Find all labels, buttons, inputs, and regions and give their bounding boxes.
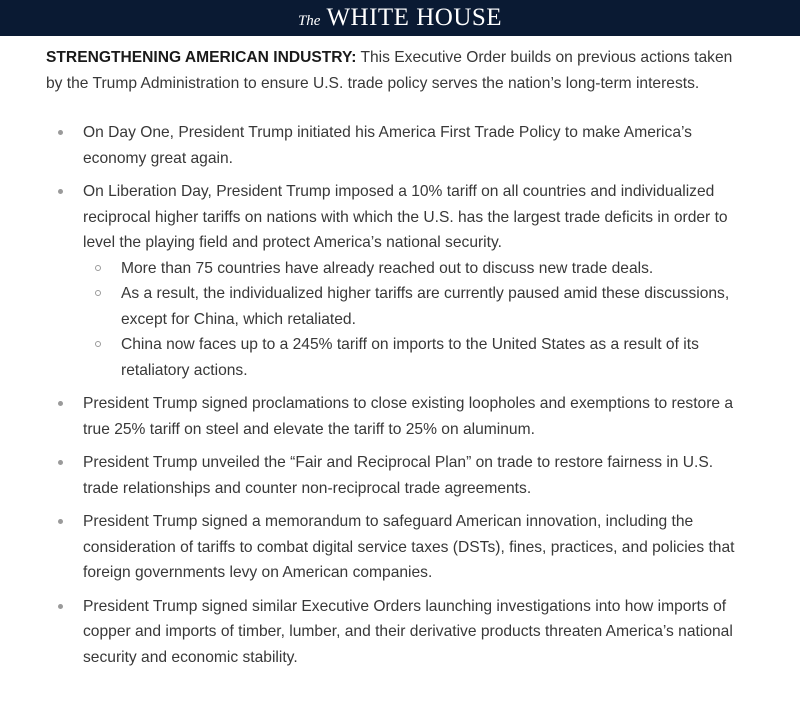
logo-name: WHITE HOUSE — [326, 4, 503, 31]
logo-the: The — [297, 13, 321, 29]
intro-paragraph — [46, 45, 750, 96]
sub-bullet-item — [83, 256, 750, 282]
bullet-text: President Trump signed proclamations to close existing loopholes and exemptions to restore a true 25% tariff on steel and elevate the tariff to 25% on aluminum. — [83, 395, 734, 438]
intro-text: This Executive Order builds on previous actions taken by the Trump Administration to ensure U.S. trade policy serves the nation’s long-term interests. — [46, 49, 733, 92]
sub-bullet-item — [83, 281, 750, 332]
sub-bullet-text: More than 75 countries have already reached out to discuss new trade deals. — [121, 259, 654, 277]
sub-bullet-item — [83, 332, 750, 383]
bullet-item — [46, 509, 750, 586]
bullet-list — [46, 120, 750, 670]
site-header — [0, 0, 800, 36]
bullet-text: On Liberation Day, President Trump imposed a 10% tariff on all countries and individualized reciprocal higher tariffs on nations with which the U.S. has the largest trade deficits in order to level the playing field and protect America’s national security. — [83, 183, 728, 251]
bullet-item — [46, 391, 750, 442]
bullet-text: President Trump signed a memorandum to safeguard American innovation, including the consideration of tariffs to combat digital service taxes (DSTs), fines, practices, and policies that foreign governments levy on American companies. — [83, 513, 735, 581]
sub-bullet-text: As a result, the individualized higher tariffs are currently paused amid these discussions, except for China, which retaliated. — [121, 285, 730, 328]
article-content — [0, 36, 800, 670]
bullet-item — [46, 450, 750, 501]
bullet-item — [46, 594, 750, 671]
bullet-text: On Day One, President Trump initiated his America First Trade Policy to make America’s economy great again. — [83, 124, 692, 167]
sub-bullet-text: China now faces up to a 245% tariff on imports to the United States as a result of its retaliatory actions. — [121, 336, 699, 379]
bullet-item — [46, 120, 750, 171]
bullet-text: President Trump signed similar Executive Orders launching investigations into how imports of copper and imports of timber, lumber, and their derivative products threaten America’s national security and economic stability. — [83, 597, 733, 666]
white-house-logo[interactable] — [298, 4, 502, 32]
bullet-text: President Trump unveiled the “Fair and Reciprocal Plan” on trade to restore fairness in U.S. trade relationships and counter non-reciprocal trade agreements. — [83, 454, 714, 497]
sub-bullet-list — [83, 256, 750, 384]
intro-label: STRENGTHENING AMERICAN INDUSTRY: — [46, 49, 357, 66]
bullet-item — [46, 179, 750, 383]
